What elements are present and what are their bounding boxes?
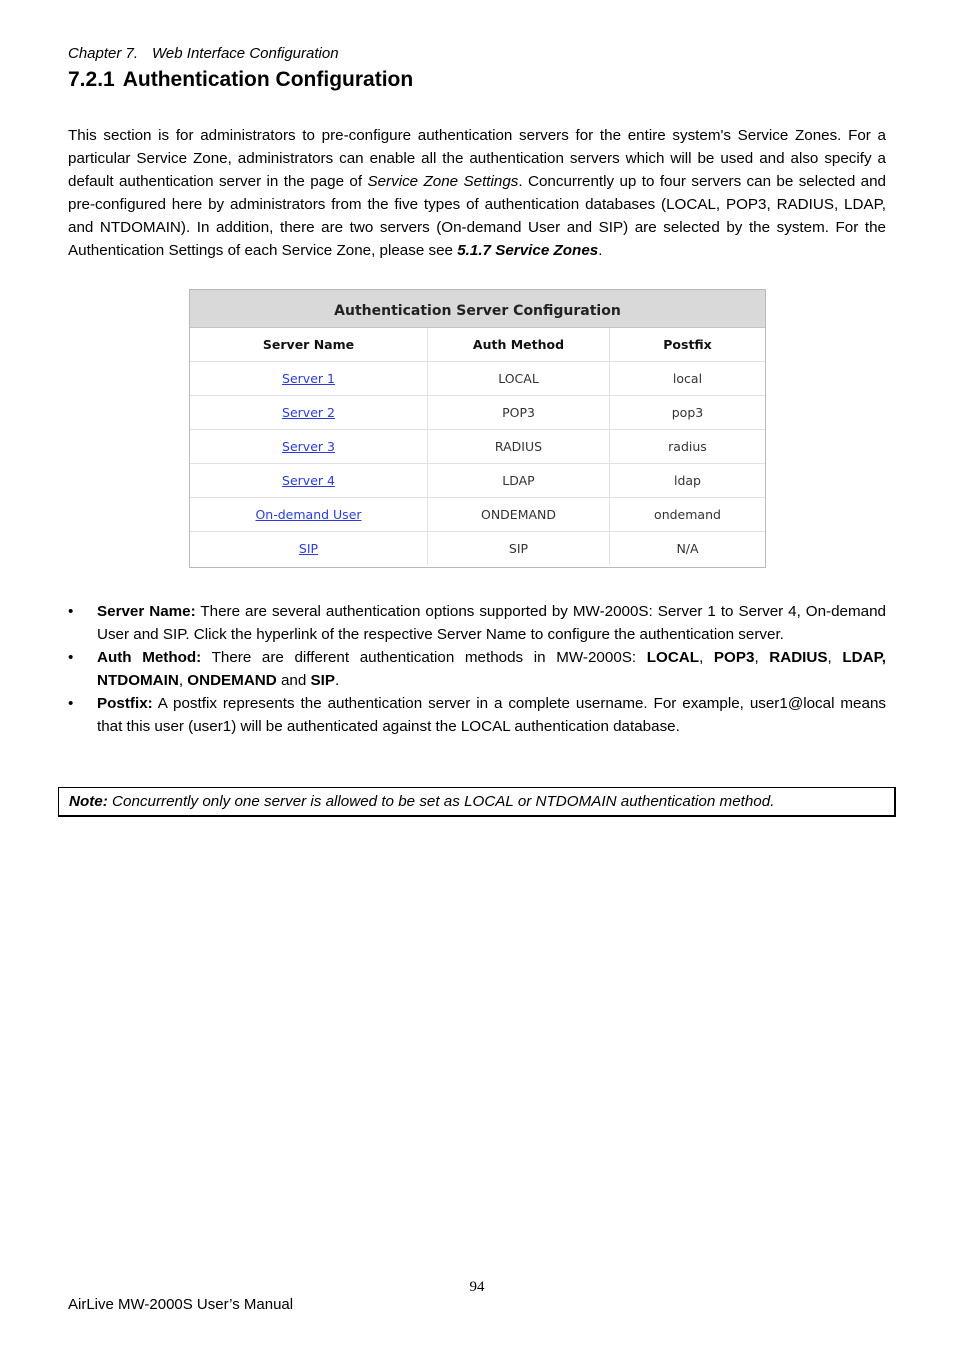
intro-italic-ref: Service Zone Settings [367,173,519,190]
bullet-marker: • [68,649,74,666]
bullet-text: There are different authentication methods in MW-2000S: [211,649,637,666]
list-item [68,692,886,738]
bullet-text: There are several authentication options supported by MW-2000S: Server 1 to Server 4, On-demand User and SIP. Click the hyperlink of the respective Server Name to configure the authentication server. [97,603,886,643]
intro-section-ref: 5.1.7 Service Zones [457,242,599,259]
header-server-name: Server Name [190,328,428,362]
intro-text-2: . Concurrently up to four servers can be selected and pre-configured here by administrators from the five types of authentication databases (LOCAL, POP3, RADIUS, LDAP, and NTDOMAIN). In addition, there are two servers (On-demand User and SIP) are selected by the system. For the Authentication Settings of each Service Zone, please see [68,173,886,259]
server-2-link[interactable]: Server 2 [282,405,335,420]
table-row [190,430,765,464]
bullet-label: Auth Method: [97,649,202,666]
chapter-number: Chapter 7. [68,45,139,62]
table-row [190,396,765,430]
server-4-link[interactable]: Server 4 [282,473,335,488]
section-title [68,68,413,92]
note-text: Concurrently only one server is allowed to be set as LOCAL or NTDOMAIN authentication method. [112,793,775,810]
auth-server-config-screenshot [189,289,766,568]
table-row [190,362,765,396]
method-ldap: LDAP, [842,649,886,666]
field-description-list [68,600,886,738]
bullet-text: A postfix represents the authentication server in a complete username. For example, user1@local means that this user (user1) will be authenticated against the LOCAL authentication database. [97,695,886,735]
table-row [190,464,765,498]
method-radius: RADIUS [769,649,828,666]
table-header-row [190,328,765,362]
postfix-cell: ondemand [610,498,766,532]
auth-method-cell: SIP [428,532,610,566]
page-number: 94 [469,1279,485,1295]
header-auth-method: Auth Method [428,328,610,362]
sip-link[interactable]: SIP [298,541,319,556]
auth-table-title: Authentication Server Configuration [190,290,765,328]
method-local: LOCAL [646,649,700,666]
bullet-label: Server Name: [97,603,196,620]
list-item: • Auth Method: There are different authentication methods in MW-2000S: LOCAL, POP3, RADIUS, LDAP, NTDOMAIN, ONDEMAND and SIP. [68,646,886,692]
table-row [190,498,765,532]
method-end: . [335,672,340,689]
list-item [68,600,886,646]
auth-method-cell: RADIUS [428,430,610,464]
postfix-cell: ldap [610,464,766,498]
chapter-header [68,45,339,62]
auth-method-cell: ONDEMAND [428,498,610,532]
server-3-link[interactable]: Server 3 [282,439,335,454]
method-pop3: POP3 [713,649,755,666]
server-1-link[interactable]: Server 1 [282,371,335,386]
method-ntdomain: NTDOMAIN [97,672,179,689]
bullet-marker: • [68,695,74,712]
section-number: 7.2.1 [68,68,115,91]
chapter-title: Web Interface Configuration [152,45,339,62]
postfix-cell: radius [610,430,766,464]
header-postfix: Postfix [610,328,766,362]
bullet-label: Postfix: [97,695,153,712]
intro-text-3: . [598,242,603,259]
postfix-cell: local [610,362,766,396]
auth-method-cell: LOCAL [428,362,610,396]
bullet-marker: • [68,603,74,620]
auth-method-cell: POP3 [428,396,610,430]
auth-method-cell: LDAP [428,464,610,498]
intro-paragraph [68,124,886,262]
auth-server-table [190,328,765,565]
on-demand-user-link[interactable]: On-demand User [255,507,362,522]
intro-text-1: This section is for administrators to pre-configure authentication servers for the entire system's Service Zones. For a particular Service Zone, administrators can enable all the authentication servers which will be used and also specify a default authentication server in the page of [68,127,886,190]
section-title-text: Authentication Configuration [122,68,414,91]
method-ondemand: ONDEMAND [187,672,277,689]
postfix-cell: pop3 [610,396,766,430]
manual-footer: AirLive MW-2000S User’s Manual [68,1296,294,1313]
postfix-cell: N/A [676,541,699,556]
method-and: and [280,672,307,689]
note-label: Note: [69,793,108,810]
note-box [58,787,896,817]
method-sip: SIP [310,672,336,689]
table-row [190,532,765,566]
